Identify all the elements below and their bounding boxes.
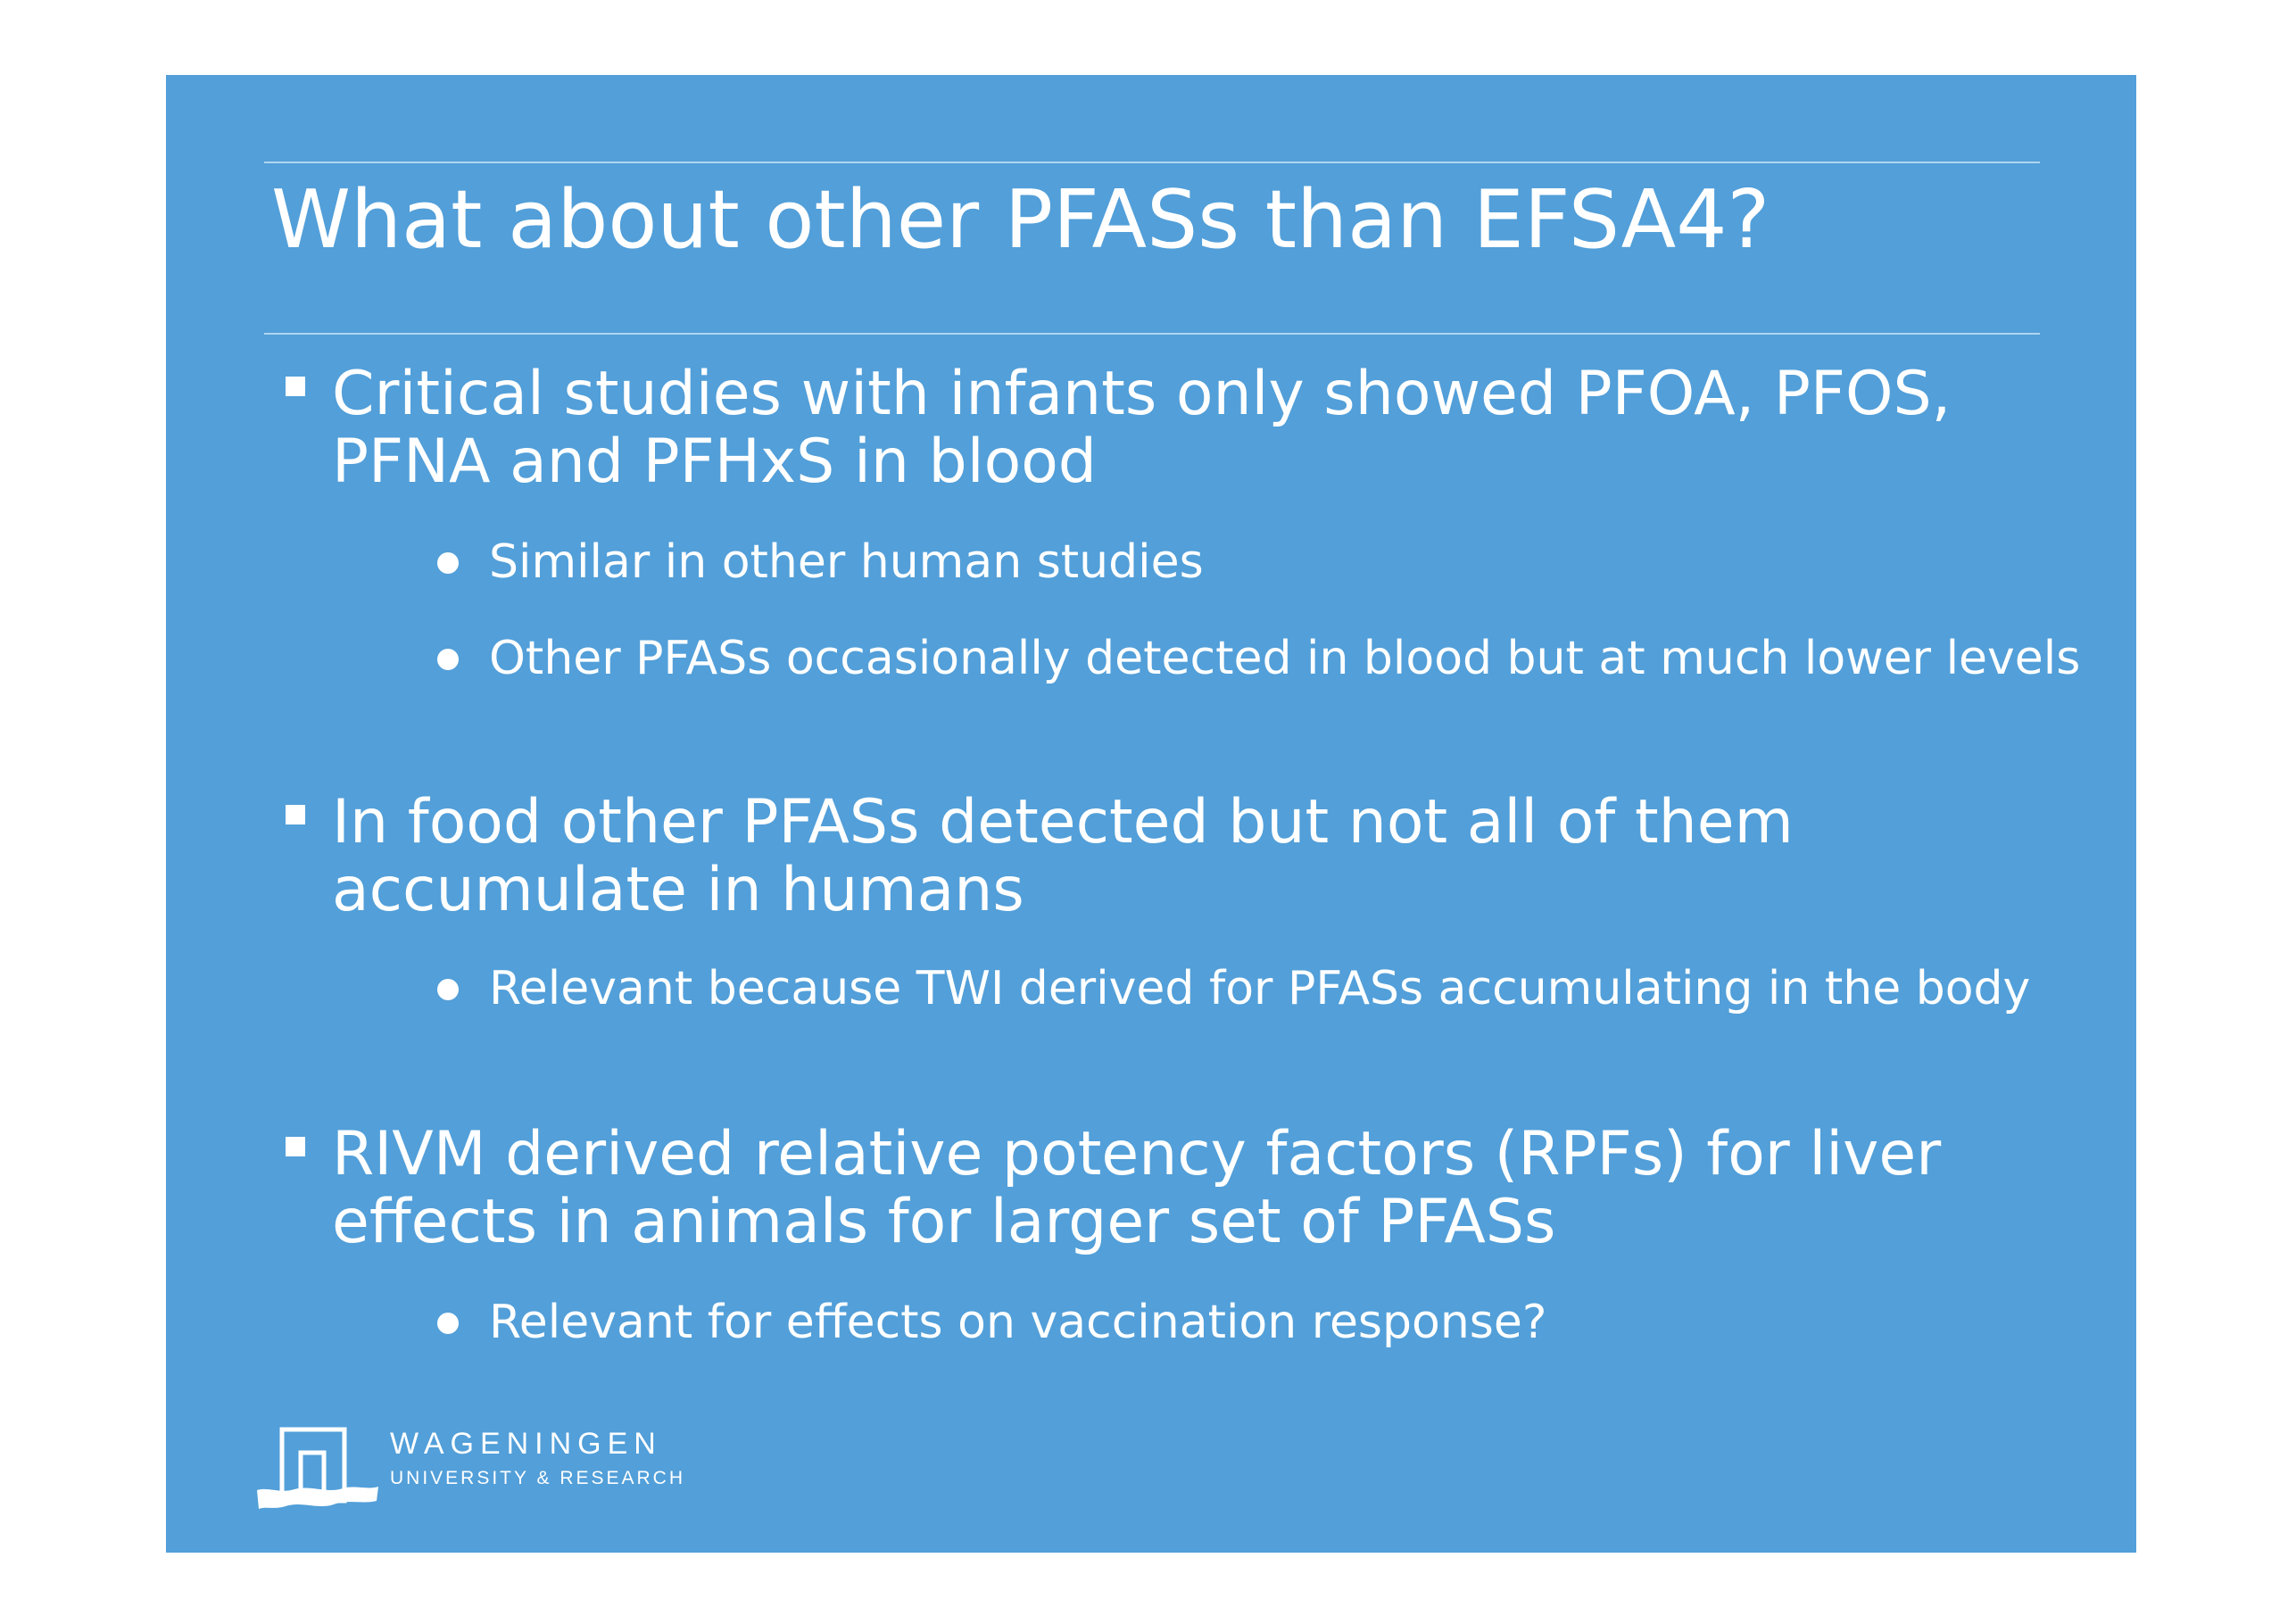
bullet-text: RIVM derived relative potency factors (RPFs) for liver effects in animals for larger set of PFASs bbox=[332, 1119, 1942, 1257]
sub-bullet-text: Relevant for effects on vaccination response? bbox=[489, 1296, 1547, 1349]
square-bullet-icon bbox=[286, 1137, 305, 1156]
sub-bullet-item bbox=[489, 528, 2095, 596]
round-bullet-icon bbox=[437, 649, 459, 670]
bullet-item bbox=[332, 360, 2081, 496]
slide bbox=[166, 75, 2136, 1553]
slide-title: What about other PFASs than EFSA4? bbox=[271, 173, 1770, 267]
bullet-item bbox=[332, 1121, 2081, 1256]
square-bullet-icon bbox=[286, 805, 305, 824]
sub-bullet-item bbox=[489, 625, 2095, 692]
bullet-text: Critical studies with infants only showed PFOA, PFOS, PFNA and PFHxS in blood bbox=[332, 359, 1952, 497]
bullet-list bbox=[166, 75, 2136, 1553]
logo-name: WAGENINGEN bbox=[390, 1427, 662, 1461]
wageningen-logo bbox=[255, 1422, 719, 1520]
round-bullet-icon bbox=[437, 979, 459, 1000]
sub-bullet-text: Other PFASs occasionally detected in blood but at much lower levels bbox=[489, 632, 2081, 685]
sub-bullet-text: Similar in other human studies bbox=[489, 535, 1204, 589]
bullet-item bbox=[332, 789, 2081, 924]
round-bullet-icon bbox=[437, 1313, 459, 1334]
sub-bullet-text: Relevant because TWI derived for PFASs accumulating in the body bbox=[489, 962, 2031, 1015]
sub-bullet-item bbox=[489, 1288, 2095, 1356]
logo-subtitle: UNIVERSITY & RESEARCH bbox=[390, 1468, 686, 1488]
square-bullet-icon bbox=[286, 377, 305, 396]
round-bullet-icon bbox=[437, 552, 459, 574]
bullet-text: In food other PFASs detected but not all of them accumulate in humans bbox=[332, 787, 1794, 925]
gate-logo-icon bbox=[255, 1422, 380, 1520]
sub-bullet-item bbox=[489, 955, 2095, 1023]
